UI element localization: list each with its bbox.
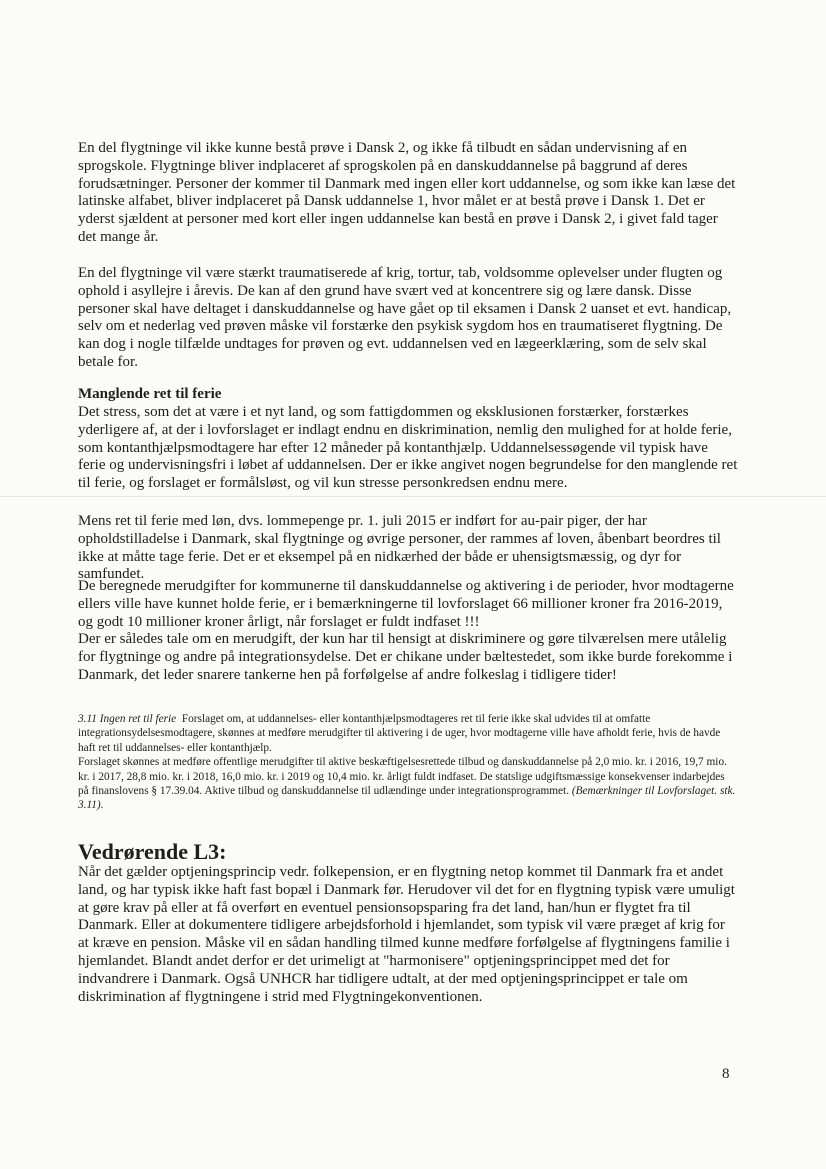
footnote-reference: 3.11 Ingen ret til ferie xyxy=(78,713,177,725)
footnote-text-1: Forslaget om, at uddannelses- eller kontanthjælpsmodtageres ret til ferie ikke skal udvides til at omfatte integrationsydelsesmodtagere, skønnes at medføre merudgifter til aktivering i de uger, hvor modtagerne ville have afholdt ferie, hvis de havde haft ret til uddannelses- eller kontanthjælp. xyxy=(78,713,721,754)
paragraph-au-pair: Mens ret til ferie med løn, dvs. lommepenge pr. 1. juli 2015 er indført for au-pair piger, der har opholdstilladelse i Danmark, skal flygtninge og øvrige personer, der rammes af loven, åbenbart beordres til ikke at måtte tage ferie. Det er et eksempel på en nidkærhed der både er uhensigtsmæssig, og dyr for samfundet. xyxy=(78,513,721,583)
paragraph-traumatiserede: En del flygtninge vil være stærkt traumatiserede af krig, tortur, tab, voldsomme oplevelser under flugten og ophold i asyllejre i årevis. De kan af den grund have svært ved at koncentrere sig og lære dansk. Disse personer skal have deltaget i danskuddannelse og have gået op til eksamen i Dansk 2 uanset et evt. handicap, selv om et nederlag ved prøven måske vil forstærke den psykisk sygdom hos en traumatiseret flygtning. De kan dog i nogle tilfælde undtages for prøven og evt. uddannelsen ved en lægeerklæring, som de selv skal betale for. xyxy=(78,265,732,370)
footnote-quote xyxy=(78,712,738,813)
paragraph-dansk-2: En del flygtninge vil ikke kunne bestå prøve i Dansk 2, og ikke få tilbudt en sådan undervisning af en sprogskole. Flygtninge bliver indplaceret af sprogskolen på en danskuddannelse på baggrund af deres forudsætninger. Personer der kommer til Danmark med ingen eller kort uddannelse, og som ikke kan læse det latinske alfabet, bliver indplaceret på Dansk uddannelse 1, hvor målet er at bestå prøve i Dansk 1. Det er yderst sjældent at personer med kort eller ingen uddannelse kan bestå en prøve i Dansk 2, i givet fald tager det mange år. xyxy=(78,140,736,245)
paragraph-merudgifter: De beregnede merudgifter for kommunerne til danskuddannelse og aktivering i de perioder, hvor modtagerne ellers ville have kunnet holde ferie, er i bemærkningerne til lovforslaget 66 millioner kroner fra 2016-2019, og godt 10 millioner kroner årligt, når forslaget er fuldt indfaset !!! xyxy=(78,578,734,630)
paragraph-stress: Det stress, som det at være i et nyt land, og som fattigdommen og eksklusionen forstærker, forstærkes yderligere af, at der i lovforslaget er indlagt endnu en diskrimination, nemlig den mulighed for at holde ferie, som kontanthjælpsmodtagere har efter 12 måneder på kontanthjælp. Uddannelsessøgende vil typisk have ferie og undervisningsfri i løbet af uddannelsen. Der er ikke angivet nogen begrundelse for den manglende ret til ferie, og forslaget er formålsløst, og vil kun stresse personkredsen endnu mere. xyxy=(78,404,738,492)
footnote-paragraph-2 xyxy=(78,755,738,813)
footnote-paragraph-1 xyxy=(78,712,738,755)
footnote-source: (Bemærkninger til Lovforslaget. stk. 3.11). xyxy=(78,785,736,812)
heading-vedroerende-l3: Vedrørende L3: xyxy=(78,839,227,864)
page-number: 8 xyxy=(722,1066,730,1082)
footnote-text-2: Forslaget skønnes at medføre offentlige merudgifter til aktive beskæftigelsesrettede tilbud og danskuddannelse på 2,0 mio. kr. i 2016, 19,7 mio. kr. i 2017, 28,8 mio. kr. i 2018, 16,0 mio. kr. i 2019 og 10,4 mio. kr. årligt fuldt indfaset. De statslige udgiftsmæssige konsekvenser indarbejdes på finanslovens § 17.39.04. Aktive tilbud og danskuddannelse til udlændinge under integrationsprogrammet. xyxy=(78,756,727,798)
paragraph-chikane: Der er således tale om en merudgift, der kun har til hensigt at diskriminere og gøre tilværelsen mere utålelig for flygtninge og andre på integrationsydelse. Det er chikane under bæltestedet, som ikke burde forekomme i Danmark, det leder snarere tankerne hen på forfølgelse af andre folkeslag i tidligere tider! xyxy=(78,631,733,683)
heading-manglende-ret-til-ferie: Manglende ret til ferie xyxy=(78,386,222,402)
scan-artifact-line xyxy=(0,496,826,497)
paragraph-optjeningsprincip: Når det gælder optjeningsprincip vedr. folkepension, er en flygtning netop kommet til Danmark fra et andet land, og har typisk ikke haft fast bopæl i Danmark før. Herudover vil det for en flygtning typisk være umuligt at gøre krav på eller at få overført en eventuel pensionsopsparing fra det land, han/hun er flygtet fra til Danmark. Eller at dokumentere tidligere arbejdsforhold i hjemlandet, som typisk vil være præget af krig for at kræve en pension. Måske vil en sådan handling tilmed kunne medføre forfølgelse af flygtningens familie i hjemlandet. Blandt andet derfor er det urimeligt at "harmonisere" optjeningsprincippet med det for indvandrere i Danmark. Også UNHCR har tidligere udtalt, at der med optjeningsprincippet er tale om diskrimination af flygtningene i strid med Flygtningekonventionen. xyxy=(78,864,735,1005)
